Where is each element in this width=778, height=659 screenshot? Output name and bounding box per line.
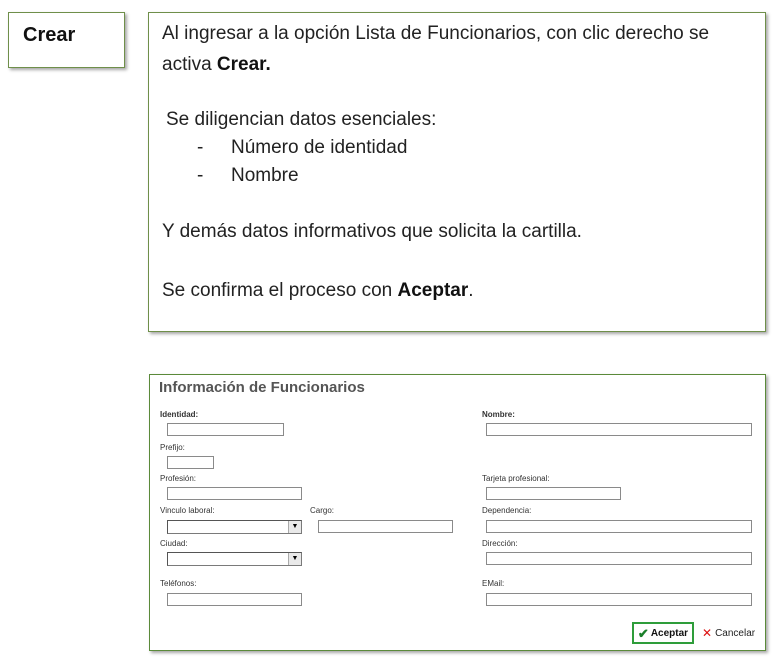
cargo-input[interactable] bbox=[318, 520, 453, 533]
description-line-1: Al ingresar a la opción Lista de Funcionarios, con clic derecho se bbox=[162, 23, 710, 44]
vinculo-select[interactable] bbox=[167, 520, 302, 534]
description-line-5-suffix: . bbox=[468, 280, 474, 301]
description-line-2-prefix: activa bbox=[162, 54, 217, 75]
profesion-input[interactable] bbox=[167, 487, 302, 500]
description-line-5-prefix: Se confirma el proceso con bbox=[162, 280, 398, 301]
ciudad-label: Ciudad: bbox=[160, 539, 188, 548]
direccion-label: Dirección: bbox=[482, 539, 518, 548]
description-box bbox=[148, 12, 766, 332]
check-icon: ✔ bbox=[637, 625, 649, 641]
tarjeta-input[interactable] bbox=[486, 487, 621, 500]
accept-button[interactable] bbox=[632, 622, 694, 644]
cancel-button-label: Cancelar bbox=[715, 627, 756, 639]
accept-button-label: Aceptar bbox=[650, 627, 689, 639]
email-label: EMail: bbox=[482, 579, 505, 588]
description-line-2 bbox=[162, 54, 271, 76]
dropdown-arrow-icon[interactable]: ▼ bbox=[288, 521, 301, 533]
description-line-4: Y demás datos informativos que solicita la cartilla. bbox=[162, 221, 582, 242]
description-line-2-bold: Crear. bbox=[216, 54, 271, 75]
identidad-label: Identidad: bbox=[160, 410, 199, 419]
tarjeta-label: Tarjeta profesional: bbox=[482, 474, 550, 483]
funcionarios-form-panel bbox=[149, 374, 766, 651]
bullet-item: Nombre bbox=[231, 165, 299, 186]
nombre-input[interactable] bbox=[486, 423, 752, 436]
vinculo-label: Vinculo laboral: bbox=[160, 506, 215, 515]
description-line-3: Se diligencian datos esenciales: bbox=[166, 109, 437, 130]
section-label-box bbox=[8, 12, 125, 68]
bullet-item: Número de identidad bbox=[231, 137, 408, 158]
nombre-label: Nombre: bbox=[482, 410, 515, 419]
identidad-input[interactable] bbox=[167, 423, 284, 436]
telefonos-label: Teléfonos: bbox=[160, 579, 197, 588]
x-icon: ✕ bbox=[702, 626, 713, 640]
section-label: Crear bbox=[23, 24, 76, 46]
cargo-label: Cargo: bbox=[310, 506, 335, 515]
prefijo-label: Prefijo: bbox=[160, 443, 185, 452]
description-line-5 bbox=[162, 280, 474, 302]
dependencia-label: Dependencia: bbox=[482, 506, 532, 515]
prefijo-input[interactable] bbox=[167, 456, 214, 469]
ciudad-select[interactable] bbox=[167, 552, 302, 566]
bullet-marker: - bbox=[197, 165, 204, 186]
direccion-input[interactable] bbox=[486, 552, 752, 565]
cancel-button[interactable] bbox=[702, 627, 755, 639]
dependencia-input[interactable] bbox=[486, 520, 752, 533]
description-line-5-bold: Aceptar bbox=[397, 280, 469, 301]
form-title: Información de Funcionarios bbox=[159, 379, 365, 396]
email-input[interactable] bbox=[486, 593, 752, 606]
bullet-marker: - bbox=[197, 137, 204, 158]
telefonos-input[interactable] bbox=[167, 593, 302, 606]
dropdown-arrow-icon[interactable]: ▼ bbox=[288, 553, 301, 565]
profesion-label: Profesión: bbox=[160, 474, 197, 483]
